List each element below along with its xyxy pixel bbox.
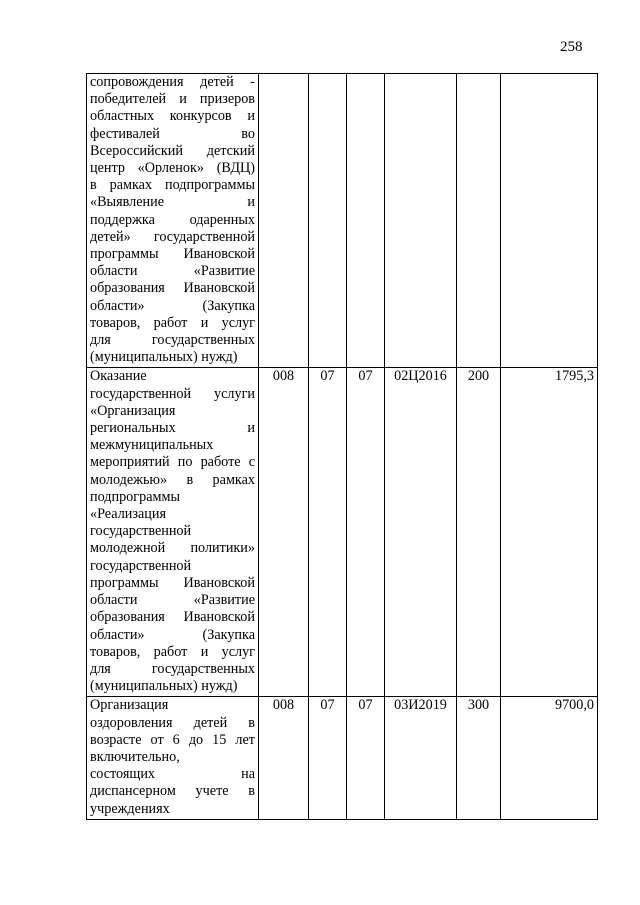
ministry-code-cell <box>259 74 309 368</box>
name-line: Организация <box>90 697 169 714</box>
name-line: программы Ивановской <box>90 574 255 591</box>
program-name-cell <box>87 368 259 697</box>
subsection-code-cell <box>347 74 385 368</box>
expense-type-cell: 200 <box>457 368 501 697</box>
ministry-code-cell: 008 <box>259 697 309 819</box>
name-line: программы Ивановской <box>90 246 255 263</box>
name-line: «Выявление и <box>90 194 255 211</box>
name-line: оздоровления детей в <box>90 714 255 731</box>
expense-type-cell: 300 <box>457 697 501 819</box>
name-line: области» (Закупка <box>90 626 255 643</box>
amount-cell: 9700,0 <box>501 697 598 819</box>
name-line: поддержка одаренных <box>90 211 255 228</box>
name-line: центр «Орленок» (ВДЦ) <box>90 160 255 177</box>
page-number: 258 <box>560 39 583 55</box>
name-line: включительно, <box>90 748 180 765</box>
section-code-cell: 07 <box>309 368 347 697</box>
subsection-code-cell: 07 <box>347 368 385 697</box>
target-code-cell: 03И2019 <box>385 697 457 819</box>
name-line: учреждениях <box>90 800 170 817</box>
name-line: сопровождения детей - <box>90 74 255 90</box>
target-code-cell: 02Ц2016 <box>385 368 457 697</box>
table-row <box>87 74 598 368</box>
table-row <box>87 697 598 819</box>
name-line: межмуниципальных <box>90 437 214 454</box>
amount-cell: 1795,3 <box>501 368 598 697</box>
name-line: диспансерном учете в <box>90 783 255 800</box>
name-line: региональных и <box>90 420 255 437</box>
name-line: товаров, работ и услуг <box>90 314 255 331</box>
program-name-cell <box>87 697 259 819</box>
name-line: государственной <box>90 557 192 574</box>
name-line: Всероссийский детский <box>90 142 255 159</box>
subsection-code-cell: 07 <box>347 697 385 819</box>
name-line: образования Ивановской <box>90 280 255 297</box>
target-code-cell <box>385 74 457 368</box>
budget-table <box>86 73 598 820</box>
program-name-cell <box>87 74 259 368</box>
name-line: молодежной политики» <box>90 540 255 557</box>
name-line: мероприятий по работе с <box>90 454 255 471</box>
name-line: государственной услуги <box>90 385 255 402</box>
name-line: государственной <box>90 523 192 540</box>
budget-table-body <box>87 74 598 820</box>
name-line: для государственных <box>90 332 255 349</box>
name-line: фестивалей во <box>90 125 255 142</box>
name-line: состоящих на <box>90 766 255 783</box>
name-line: (муниципальных) нужд) <box>90 349 238 366</box>
name-line: областных конкурсов и <box>90 108 255 125</box>
name-line: подпрограммы <box>90 488 180 505</box>
name-line: возрасте от 6 до 15 лет <box>90 731 255 748</box>
name-line: победителей и призеров <box>90 91 255 108</box>
amount-cell <box>501 74 598 368</box>
section-code-cell <box>309 74 347 368</box>
name-line: области «Развитие <box>90 263 255 280</box>
name-line: области» (Закупка <box>90 297 255 314</box>
name-line: молодежью» в рамках <box>90 471 255 488</box>
name-line: в рамках подпрограммы <box>90 177 255 194</box>
name-line: «Реализация <box>90 506 166 523</box>
table-row <box>87 368 598 697</box>
ministry-code-cell: 008 <box>259 368 309 697</box>
expense-type-cell <box>457 74 501 368</box>
section-code-cell: 07 <box>309 697 347 819</box>
name-line: образования Ивановской <box>90 609 255 626</box>
name-line: детей» государственной <box>90 228 255 245</box>
name-line: Оказание <box>90 368 147 385</box>
name-line: области «Развитие <box>90 592 255 609</box>
name-line: для государственных <box>90 660 255 677</box>
name-line: «Организация <box>90 402 176 419</box>
name-line: товаров, работ и услуг <box>90 643 255 660</box>
name-line: (муниципальных) нужд) <box>90 678 238 695</box>
